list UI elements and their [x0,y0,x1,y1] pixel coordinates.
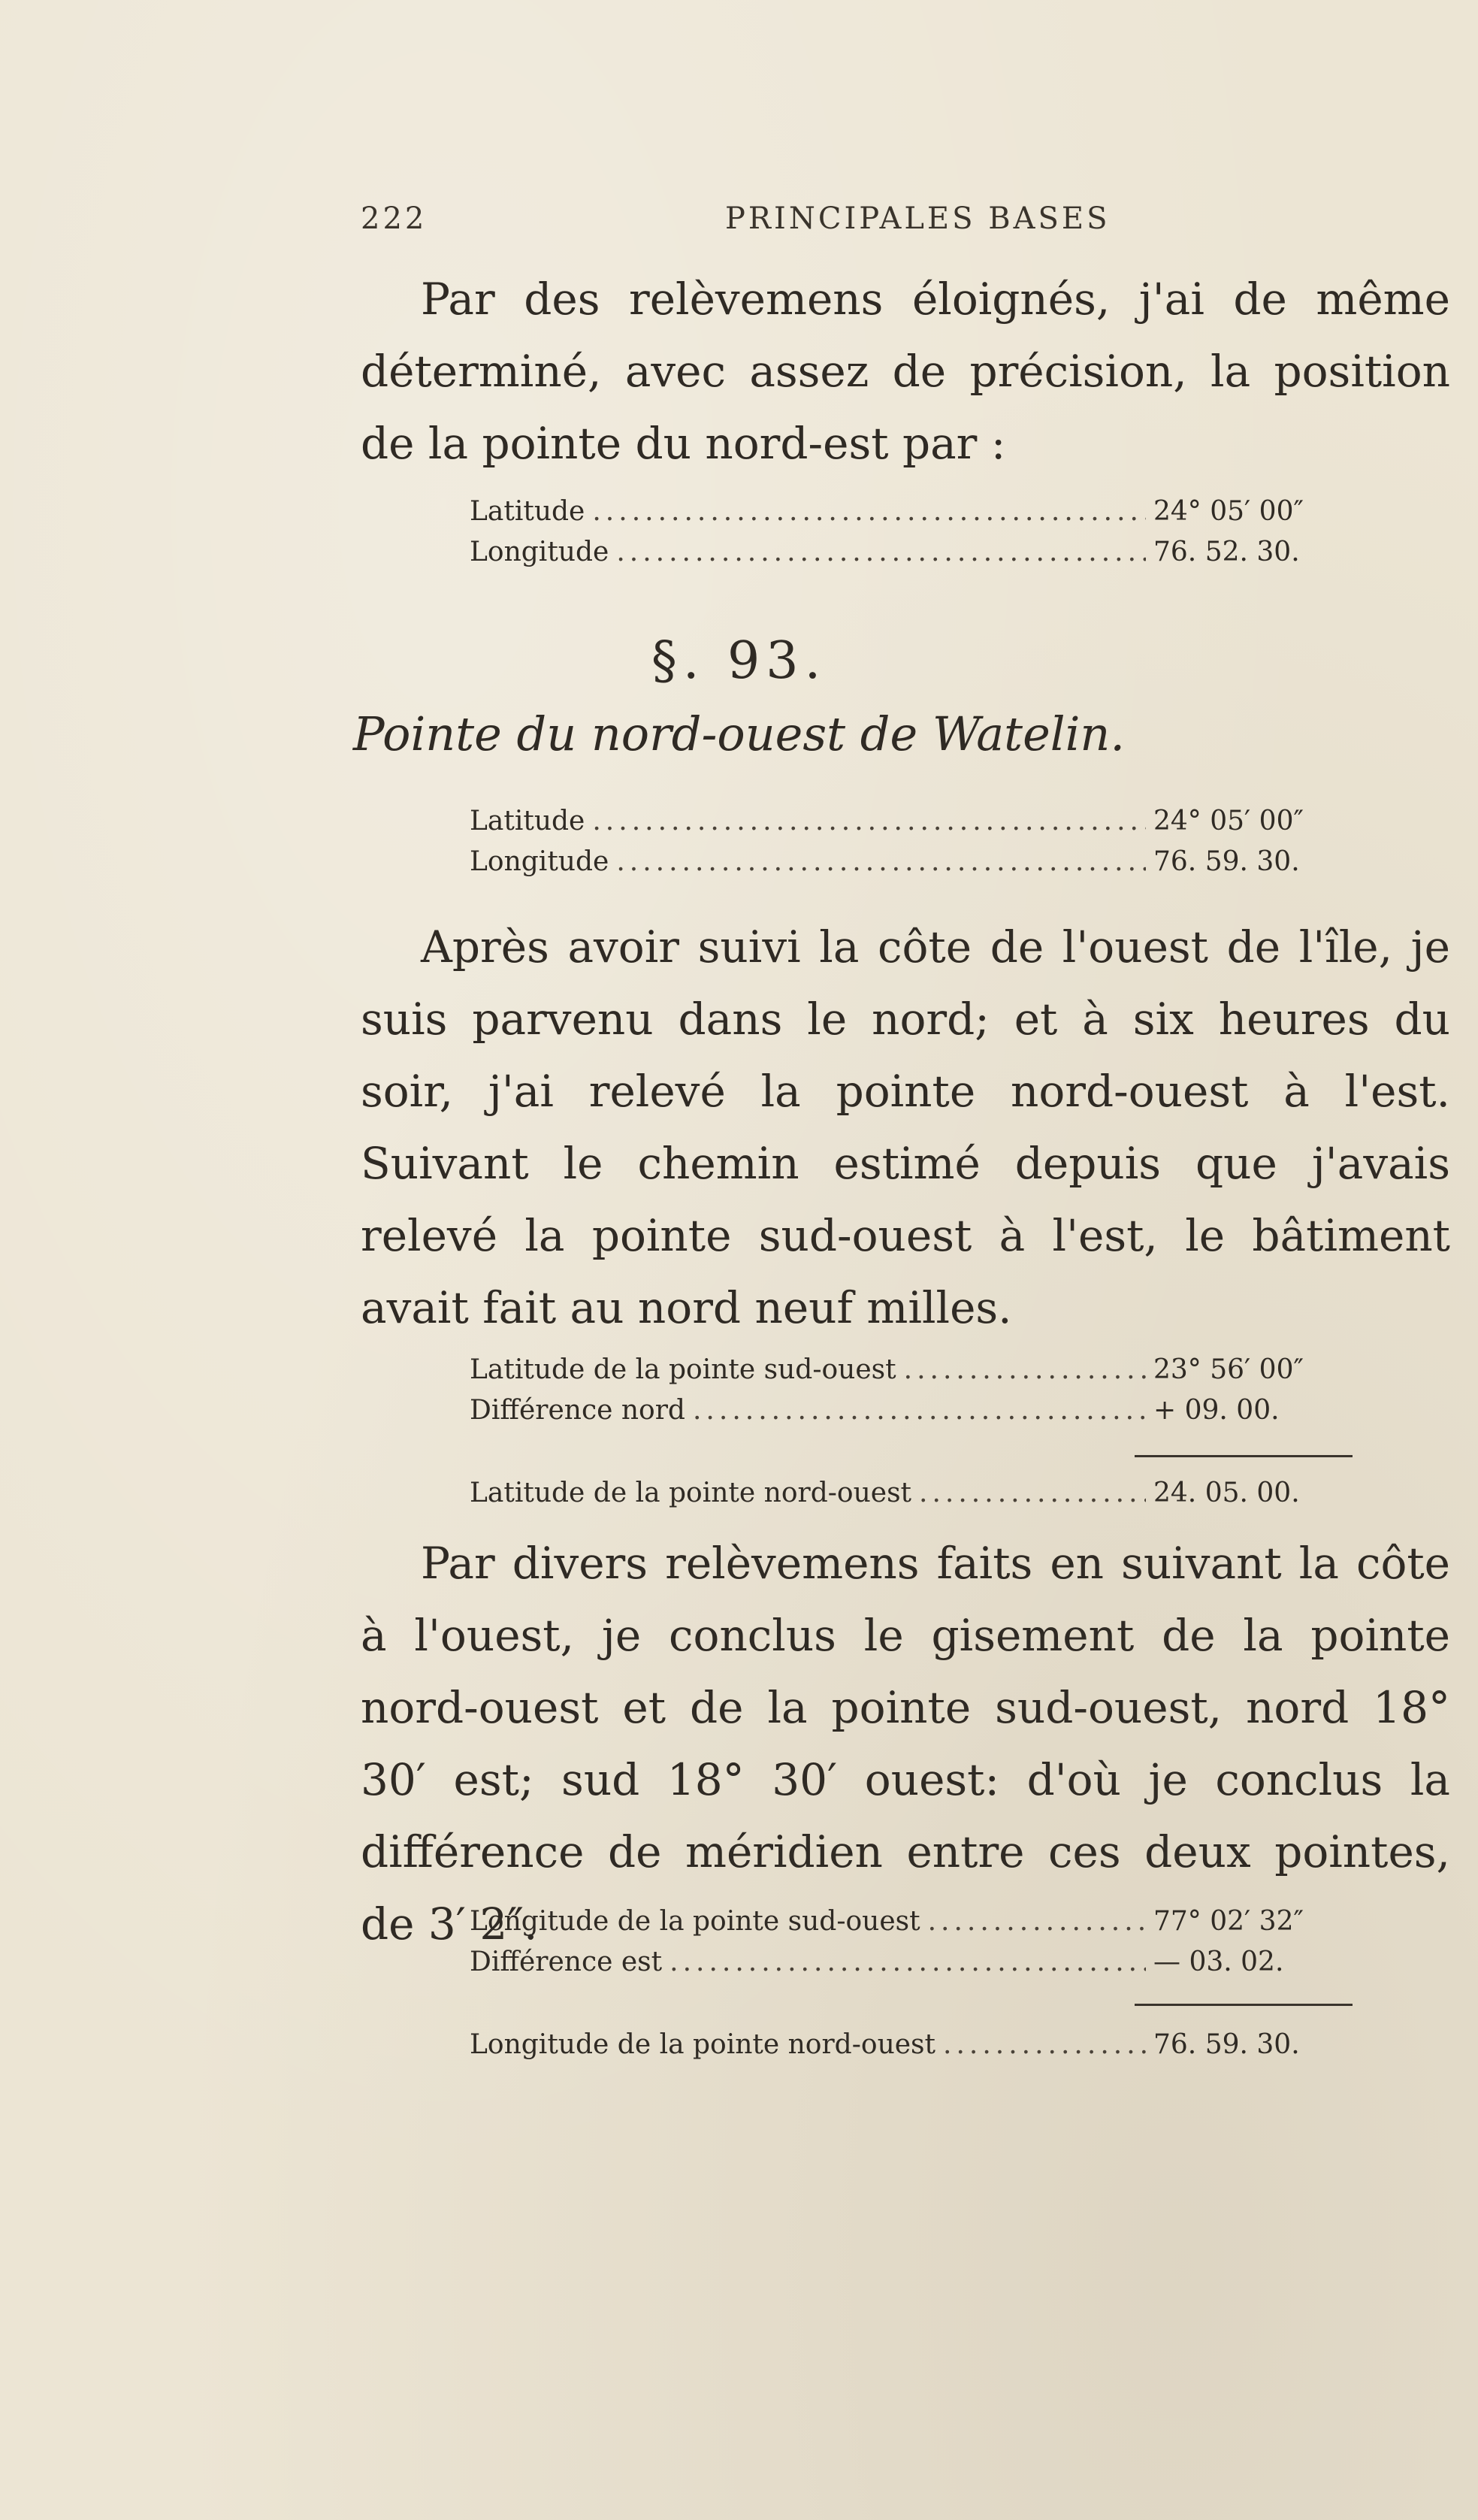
row-value: — 03. 02. [1153,1947,1284,1977]
row-label: Différence nord [470,1395,685,1426]
table-row [470,801,1356,842]
row-value: 24. 05. 00. [1153,1478,1300,1508]
section-title: Pointe du nord-ouest de Watelin. [352,706,1126,761]
table-row [470,1350,1356,1390]
row-value: 24° 05′ 00″ [1153,496,1304,527]
row-label: Latitude [470,496,585,527]
dot-leader [616,842,1146,882]
table-row [470,1390,1356,1431]
dot-leader [693,1390,1146,1431]
latitude-total [470,1473,1356,1514]
row-label: Longitude [470,537,609,567]
dot-leader [919,1473,1146,1514]
row-value: 76. 59. 30. [1153,846,1300,877]
table-row [470,1901,1356,1942]
row-value: 76. 59. 30. [1153,2029,1300,2060]
paragraph-bearings: Par divers relèvemens faits en suivant la côte à l'ouest, je conclus le gisement de la pointe nord-ouest et de la pointe sud-ouest, nord 18° 30′ est; sud 18° 30′ ouest: d'où je conclus la différence de méridien entre ces deux pointes, de 3′ 2″. [361,1538,1450,1950]
row-label: Longitude de la pointe nord-ouest [470,2029,935,2060]
sum-rule [1135,1455,1353,1457]
table-row [470,532,1356,573]
row-label: Latitude de la pointe sud-ouest [470,1354,896,1385]
row-label: Longitude de la pointe sud-ouest [470,1906,920,1937]
row-label: Longitude [470,846,609,877]
sum-rule [1135,2004,1353,2006]
row-value: 77° 02′ 32″ [1153,1906,1304,1937]
coordinates-table-northeast [470,492,1356,573]
row-value: 24° 05′ 00″ [1153,806,1304,836]
dot-leader [904,1350,1146,1390]
dot-leader [943,2025,1146,2065]
longitude-calculation-table [470,1901,1356,1983]
table-row [470,842,1356,882]
latitude-calculation-table [470,1350,1356,1431]
row-label: Latitude [470,806,585,836]
coordinates-table-northwest [470,801,1356,882]
section-number: §. 93. [651,631,827,691]
row-value: + 09. 00. [1153,1395,1280,1426]
dot-leader [592,492,1146,532]
table-row [470,1942,1356,1983]
row-label: Différence est [470,1947,663,1977]
page-number: 222 [361,201,428,236]
dot-leader [928,1901,1146,1942]
table-row [470,1473,1356,1514]
row-label: Latitude de la pointe nord-ouest [470,1478,912,1508]
dot-leader [669,1942,1146,1983]
longitude-total [470,2025,1356,2065]
table-row [470,2025,1356,2065]
dot-leader [616,532,1146,573]
row-value: 76. 52. 30. [1153,537,1300,567]
row-value: 23° 56′ 00″ [1153,1354,1304,1385]
paragraph-northeast-point: Par des relèvemens éloignés, j'ai de même déterminé, avec assez de précision, la position de la pointe du nord-est par : [361,274,1450,469]
running-title: PRINCIPALES BASES [725,201,1111,236]
table-row [470,492,1356,532]
dot-leader [592,801,1146,842]
paragraph-west-coast: Après avoir suivi la côte de l'ouest de l'île, je suis parvenu dans le nord; et à six heures du soir, j'ai relevé la pointe nord-ouest à l'est. Suivant le chemin estimé depuis que j'avais relevé la pointe sud-ouest à l'est, le bâtiment avait fait au nord neuf milles. [361,921,1450,1333]
